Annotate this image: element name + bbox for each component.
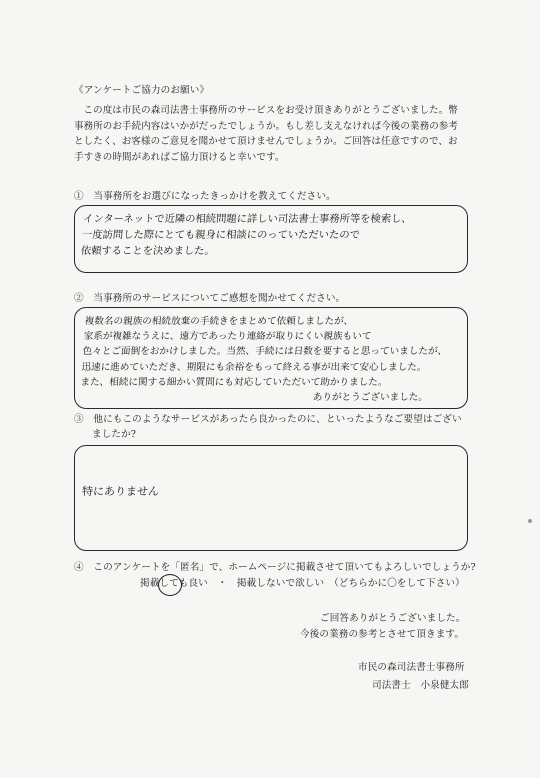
scan-speck [528,519,532,523]
question-2: ② 当事務所のサービスについてご感想を聞かせてください。 [74,293,346,304]
survey-heading: 《アンケートご協力のお願い》 [74,85,210,96]
signatory-name: 司法書士 小泉健太郎 [372,680,469,691]
intro-line: 事務所のお手続内容はいかがだったでしょうか。もし差し支えなければ今後の業務の参考 [74,120,459,132]
answer-line: 色々とご面倒をおかけしました。当然、手続には日数を要すると思っていましたが、 [82,346,448,358]
handwritten-answer-3: 特にありません [81,485,160,498]
answer-line: また、相続に関する細かい質問にも対応していただいて助かりました。 [80,376,388,388]
answer-line: 複数名の親族の相続放棄の手続きをまとめて依頼しましたが、 [84,316,354,327]
question-3: ③ 他にもこのようなサービスがあったら良かったのに、といったようなご要望はござい [74,414,462,425]
answer-line: インターネットで近隣の相続問題に詳しい司法書士事務所等を検索し、 [82,213,413,225]
intro-line: この度は市民の森司法書士事務所のサービスをお受け頂きありがとうございました。幣 [83,105,458,116]
answer-line: 一度訪問した際にとても親身に相談にのっていただいたので [81,229,361,241]
answer-line: ありがとうございました。 [312,392,429,404]
closing-thanks: ご回答ありがとうございました。 [320,613,466,624]
intro-line: 手すきの時間があればご協力頂けると幸いです。 [74,151,285,163]
answer-line: 家系が複雑なうえに、遠方であったり連絡が取りにくい親族もいて [83,331,372,343]
closing-note: 今後の業務の参考とさせて頂きます。 [300,629,465,640]
selection-circle [158,574,182,596]
intro-line: としたく、お客様のご意見を聞かせて頂けませんでしょうか。ご回答は任意ですので、お [74,136,458,148]
question-3-cont: ましたか? [92,429,137,440]
answer-line: 迅速に進めていただき、期限にも余裕をもって終える事が出来て安心しました。 [81,361,427,373]
handwritten-answer-1 [80,211,412,259]
question-1: ① 当事務所をお選びになったきっかけを教えてください。 [74,191,336,202]
question-4-options: 掲載しても良い ・ 掲載しないで欲しい （どちらかに〇をして下さい） [140,578,465,589]
intro-paragraph [74,103,474,165]
answer-line: 依頼することを決めました。 [80,245,216,257]
handwritten-answer-2 [79,314,450,405]
question-4: ④ このアンケートを「匿名」で、ホームページに掲載させて頂いてもよろしいでしょうか? [74,562,476,573]
office-name: 市民の森司法書士事務所 [358,662,465,673]
